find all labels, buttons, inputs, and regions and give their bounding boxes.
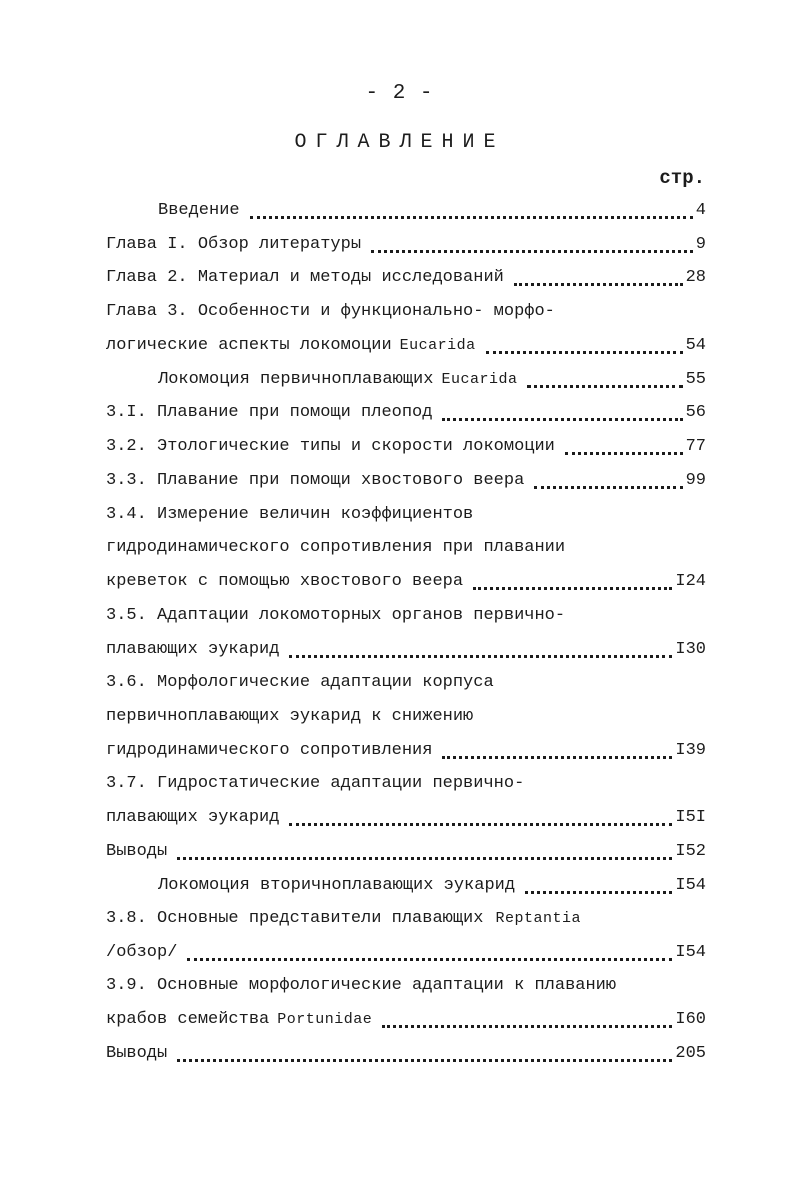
dot-leader (177, 857, 672, 860)
toc-entry-3-7-line-2 (106, 803, 706, 833)
dot-leader (371, 250, 693, 253)
latin-term: Eucarida (399, 337, 476, 354)
toc-entry-3-4-line-2: гидродинамического сопротивления при плавании (106, 538, 566, 557)
toc-entry-chapter-3-line-1: Глава 3. Особенности и функционально- морфо- (106, 302, 555, 321)
latin-term: Portunidae (277, 1011, 373, 1028)
entry-page: I24 (675, 572, 706, 591)
dot-leader (473, 587, 672, 590)
entry-page: 56 (685, 403, 706, 422)
dot-leader (250, 216, 693, 219)
dot-leader (534, 486, 682, 489)
entry-page: 4 (695, 201, 706, 220)
entry-page: I5I (675, 808, 706, 827)
toc-entry-conclusions-2 (106, 1039, 706, 1069)
entry-page: 54 (685, 336, 706, 355)
toc-entry-3-1 (106, 398, 706, 428)
dot-leader (525, 891, 672, 894)
entry-title: крабов семейства Portunidae (106, 1010, 373, 1029)
dot-leader (289, 655, 672, 658)
toc-entry-introduction (158, 196, 706, 226)
entry-page: I52 (675, 842, 706, 861)
entry-title: 3.3. Плавание при помощи хвостового веера (106, 471, 525, 490)
entry-title: Глава I. Обзор литературы (106, 235, 362, 254)
dot-leader (486, 351, 683, 354)
toc-entry-3-3 (106, 466, 706, 496)
dot-leader (382, 1025, 672, 1028)
toc-entry-secondary-swimming (158, 871, 706, 901)
toc-entry-3-6-line-1: 3.6. Морфологические адаптации корпуса (106, 673, 494, 692)
dot-leader (442, 418, 682, 421)
entry-page: I54 (675, 876, 706, 895)
entry-title: логические аспекты локомоции Eucarida (106, 336, 476, 355)
entry-page: I39 (675, 741, 706, 760)
toc-entry-primary-swimming (158, 365, 706, 395)
latin-term: Reptantia (495, 910, 581, 927)
dot-leader (442, 756, 672, 759)
toc-title: ОГЛАВЛЕНИЕ (294, 131, 505, 154)
entry-page: 99 (685, 471, 706, 490)
toc-entry-3-5-line-1: 3.5. Адаптации локомоторных органов первично- (106, 606, 566, 625)
entry-title: Локомоция вторичноплавающих эукарид (158, 876, 516, 895)
entry-page: I60 (675, 1010, 706, 1029)
entry-title: Выводы (106, 1044, 168, 1063)
toc-entry-3-6-line-3 (106, 736, 706, 766)
toc-entry-3-9-line-2 (106, 1005, 706, 1035)
entry-title: плавающих эукарид (106, 808, 280, 827)
entry-title: 3.8. Основные представители плавающих (106, 909, 484, 928)
entry-title: креветок с помощью хвостового веера (106, 572, 464, 591)
dot-leader (514, 283, 683, 286)
entry-page: 205 (675, 1044, 706, 1063)
entry-title: плавающих эукарид (106, 640, 280, 659)
toc-entry-3-9-line-1: 3.9. Основные морфологические адаптации к плаванию (106, 976, 617, 995)
toc-entry-chapter-2 (106, 263, 706, 293)
toc-entry-3-6-line-2: первичноплавающих эукарид к снижению (106, 707, 474, 726)
toc-entry-conclusions-1 (106, 837, 706, 867)
toc-entry-chapter-3-line-2 (106, 331, 706, 361)
entry-page: 55 (685, 370, 706, 389)
entry-title: Введение (158, 201, 240, 220)
entry-title: Глава 2. Материал и методы исследований (106, 268, 504, 287)
latin-term: Eucarida (441, 371, 518, 388)
entry-title: 3.I. Плавание при помощи плеопод (106, 403, 433, 422)
toc-entry-3-8-line-1 (106, 904, 706, 934)
entry-title: гидродинамического сопротивления (106, 741, 433, 760)
entry-title: Локомоция первичноплавающих Eucarida (158, 370, 518, 389)
entry-title: /обзор/ (106, 943, 178, 962)
toc-entry-3-2 (106, 432, 706, 462)
toc-entry-3-5-line-2 (106, 635, 706, 665)
dot-leader (289, 823, 672, 826)
page-column-label: стр. (659, 167, 705, 189)
toc-entry-3-8-line-2 (106, 938, 706, 968)
entry-page: 28 (685, 268, 706, 287)
toc-entry-3-4-line-1: 3.4. Измерение величин коэффициентов (106, 505, 474, 524)
toc-entry-chapter-1 (106, 230, 706, 260)
toc-entry-3-4-line-3 (106, 567, 706, 597)
page-number: - 2 - (365, 82, 434, 105)
entry-title: Выводы (106, 842, 168, 861)
toc-entry-3-7-line-1: 3.7. Гидростатические адаптации первично- (106, 774, 525, 793)
dot-leader (565, 452, 683, 455)
dot-leader (187, 958, 672, 961)
entry-page: I54 (675, 943, 706, 962)
entry-page: I30 (675, 640, 706, 659)
dot-leader (527, 385, 682, 388)
entry-page: 9 (695, 235, 706, 254)
dot-leader (177, 1059, 672, 1062)
entry-page: 77 (685, 437, 706, 456)
entry-title: 3.2. Этологические типы и скорости локомоции (106, 437, 555, 456)
